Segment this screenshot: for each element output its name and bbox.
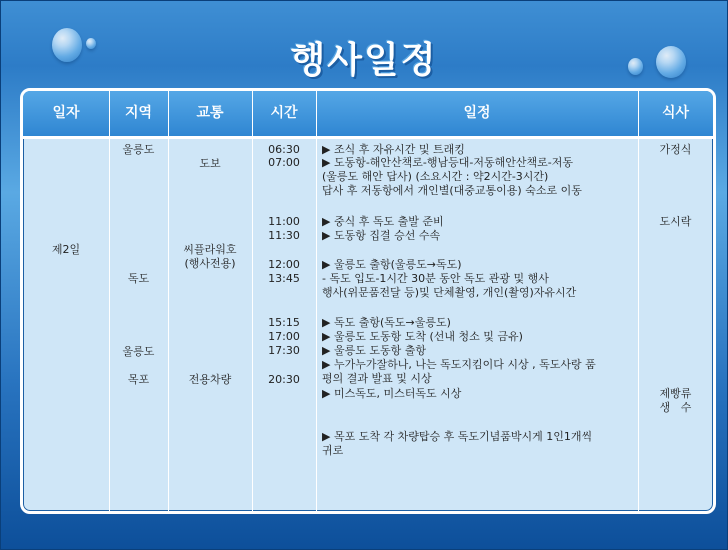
date-cell: 제2일: [51, 243, 81, 256]
time-cell: 12:00: [268, 258, 300, 271]
page-title: 행사일정: [290, 40, 438, 81]
schedule-line: ▶ 울릉도 출항(울릉도→독도): [322, 258, 462, 271]
header-date: 일자: [52, 105, 80, 121]
column-divider: [316, 91, 317, 511]
schedule-line: 평의 결과 발표 및 시상: [322, 372, 432, 385]
schedule-line: ▶ 중식 후 독도 출발 준비: [322, 215, 444, 228]
schedule-line: (울릉도 해안 답사) (소요시간 : 약2시간-3시간): [322, 170, 549, 183]
region-cell: 목포: [127, 373, 150, 386]
schedule-line: ▶ 조식 후 자유시간 및 트래킹: [322, 143, 465, 156]
time-cell: 11:30: [268, 229, 300, 242]
time-cell: 15:15: [268, 316, 300, 329]
time-cell: 11:00: [268, 215, 300, 228]
region-cell: 울릉도: [122, 143, 155, 156]
transport-cell: 씨플라워호: [183, 243, 237, 256]
schedule-table: [20, 88, 716, 514]
header-meal: 식사: [661, 105, 690, 121]
transport-cell: 전용차량: [188, 373, 232, 386]
schedule-line: ▶ 독도 출항(독도→울릉도): [322, 316, 451, 329]
time-cell: 07:00: [268, 156, 300, 169]
time-cell: 20:30: [268, 373, 300, 386]
header-schedule: 일정: [463, 105, 491, 121]
schedule-line: ▶ 목포 도착 각 차량탑승 후 독도기념품박시게 1인1개씩: [322, 430, 593, 443]
header-transport: 교통: [196, 105, 224, 121]
region-cell: 울릉도: [122, 345, 155, 358]
header-time: 시간: [270, 105, 298, 121]
schedule-line: 귀로: [322, 444, 344, 457]
meal-cell: 도시락: [659, 215, 692, 228]
time-cell: 17:00: [268, 330, 300, 343]
schedule-line: ▶ 도동항-해안산책로-행남등대-저동해안산책로-저동: [322, 156, 573, 169]
column-divider: [168, 91, 169, 511]
time-cell: 13:45: [268, 272, 300, 285]
schedule-line: ▶ 울릉도 도동항 도착 (선내 청소 및 금유): [322, 330, 523, 343]
schedule-line: ▶ 누가누가잘하나, 나는 독도지킴이다 시상 , 독도사랑 품: [322, 358, 596, 371]
time-cell: 06:30: [268, 143, 300, 156]
header-region: 지역: [124, 105, 153, 121]
meal-cell: 제빵류: [659, 387, 692, 400]
transport-cell: (행사전용): [184, 257, 236, 270]
region-cell: 독도: [127, 272, 150, 285]
schedule-line: 답사 후 저동항에서 개인별(대중교통이용) 숙소로 이동: [322, 184, 582, 197]
transport-cell: 도보: [199, 157, 221, 170]
meal-cell: 생 수: [659, 401, 692, 414]
schedule-line: ▶ 울릉도 도동항 출항: [322, 344, 426, 357]
table-header: [23, 91, 713, 139]
schedule-line: 행사(위문품전달 등)및 단체촬영, 개인(촬영)자유시간: [322, 286, 577, 299]
time-cell: 17:30: [268, 344, 300, 357]
meal-cell: 가정식: [659, 143, 692, 156]
schedule-line: - 독도 입도-1시간 30분 동안 독도 관광 및 행사: [322, 272, 549, 285]
schedule-line: ▶ 미스독도, 미스터독도 시상: [322, 387, 462, 400]
schedule-line: ▶ 도동항 집결 승선 수속: [322, 229, 441, 242]
